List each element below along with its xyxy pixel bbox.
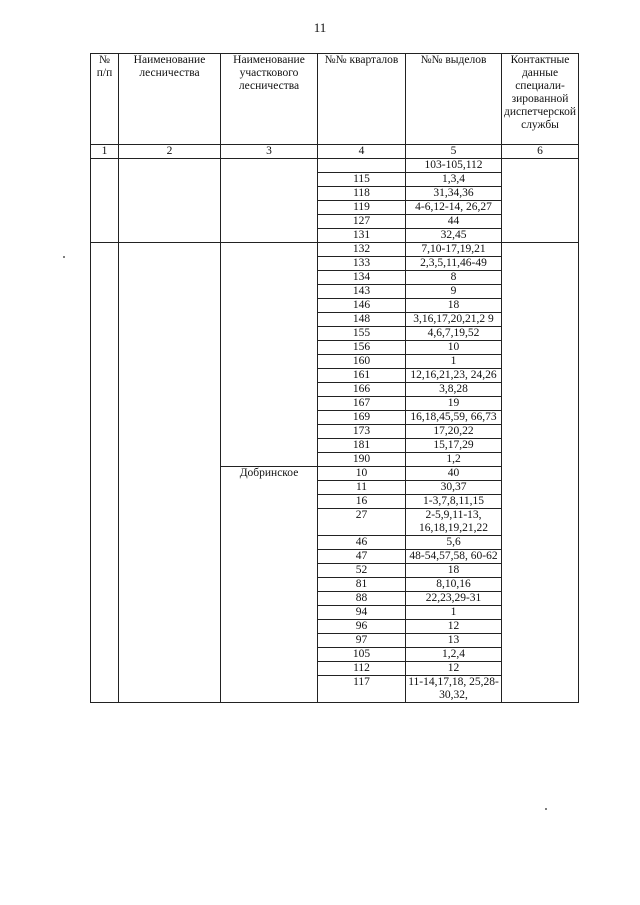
column-number: 5 [406, 145, 502, 159]
quarter-number: 148 [318, 313, 406, 327]
allotment-numbers: 4-6,12-14, 26,27 [406, 201, 502, 215]
allotment-numbers: 2,3,5,11,46-49 [406, 257, 502, 271]
serial-cell [91, 159, 119, 243]
allotment-numbers: 5,6 [406, 536, 502, 550]
header-row [91, 54, 579, 145]
table-body [91, 159, 579, 703]
contact-cell [502, 243, 579, 703]
allotment-numbers: 8,10,16 [406, 578, 502, 592]
quarter-number: 16 [318, 495, 406, 509]
header-cell: Наименование участкового лесничества [221, 54, 318, 145]
quarter-number: 97 [318, 634, 406, 648]
quarter-number: 173 [318, 425, 406, 439]
allotment-numbers: 1-3,7,8,11,15 [406, 495, 502, 509]
quarter-number: 112 [318, 662, 406, 676]
quarter-number: 132 [318, 243, 406, 257]
allotment-numbers: 31,34,36 [406, 187, 502, 201]
allotment-numbers: 1,2,4 [406, 648, 502, 662]
quarter-number: 10 [318, 467, 406, 481]
quarter-number: 27 [318, 509, 406, 536]
allotment-numbers: 1 [406, 355, 502, 369]
allotment-numbers: 8 [406, 271, 502, 285]
quarter-number: 156 [318, 341, 406, 355]
quarter-number: 146 [318, 299, 406, 313]
quarter-number: 134 [318, 271, 406, 285]
header-cell: № п/п [91, 54, 119, 145]
quarter-number: 160 [318, 355, 406, 369]
table-row [91, 243, 579, 257]
allotment-numbers: 40 [406, 467, 502, 481]
district-name-cell: Добринское [221, 467, 318, 703]
quarter-number: 88 [318, 592, 406, 606]
column-number: 4 [318, 145, 406, 159]
column-number: 1 [91, 145, 119, 159]
forestry-name-cell [119, 159, 221, 243]
allotment-numbers: 3,16,17,20,21,2 9 [406, 313, 502, 327]
quarter-number: 94 [318, 606, 406, 620]
quarter-number: 161 [318, 369, 406, 383]
quarter-number: 133 [318, 257, 406, 271]
quarter-number: 166 [318, 383, 406, 397]
quarter-number: 105 [318, 648, 406, 662]
quarter-number: 117 [318, 676, 406, 703]
table-row [91, 159, 579, 173]
allotment-numbers: 1,3,4 [406, 173, 502, 187]
allotment-numbers: 11-14,17,18, 25,28-30,32, [406, 676, 502, 703]
allotment-numbers: 30,37 [406, 481, 502, 495]
allotment-numbers: 1,2 [406, 453, 502, 467]
district-name-cell [221, 243, 318, 467]
allotment-numbers: 32,45 [406, 229, 502, 243]
header-cell: №№ кварталов [318, 54, 406, 145]
allotment-numbers: 22,23,29-31 [406, 592, 502, 606]
quarter-number: 115 [318, 173, 406, 187]
header-cell: Контактные данные специали-зированной диспетчерской службы [502, 54, 579, 145]
allotment-numbers: 2-5,9,11-13, 16,18,19,21,22 [406, 509, 502, 536]
quarter-number: 169 [318, 411, 406, 425]
contact-cell [502, 159, 579, 243]
allotment-numbers: 1 [406, 606, 502, 620]
serial-cell [91, 243, 119, 703]
allotment-numbers: 18 [406, 299, 502, 313]
quarter-number: 143 [318, 285, 406, 299]
quarter-number: 81 [318, 578, 406, 592]
allotment-numbers: 44 [406, 215, 502, 229]
quarter-number: 181 [318, 439, 406, 453]
allotment-numbers: 10 [406, 341, 502, 355]
allotment-numbers: 9 [406, 285, 502, 299]
header-cell: №№ выделов [406, 54, 502, 145]
allotment-numbers: 18 [406, 564, 502, 578]
quarter-number: 11 [318, 481, 406, 495]
header-cell: Наименование лесничества [119, 54, 221, 145]
allotment-numbers: 12 [406, 620, 502, 634]
district-name-cell [221, 159, 318, 243]
forest-districts-table [90, 53, 579, 703]
allotment-numbers: 17,20,22 [406, 425, 502, 439]
quarter-number: 155 [318, 327, 406, 341]
quarter-number: 119 [318, 201, 406, 215]
quarter-number: 96 [318, 620, 406, 634]
allotment-numbers: 15,17,29 [406, 439, 502, 453]
page-number: 11 [313, 20, 327, 35]
scan-speck [63, 256, 65, 258]
column-number-row [91, 145, 579, 159]
quarter-number: 127 [318, 215, 406, 229]
column-number: 6 [502, 145, 579, 159]
allotment-numbers: 13 [406, 634, 502, 648]
quarter-number: 167 [318, 397, 406, 411]
quarter-number: 47 [318, 550, 406, 564]
column-number: 2 [119, 145, 221, 159]
quarter-number: 46 [318, 536, 406, 550]
column-number: 3 [221, 145, 318, 159]
allotment-numbers: 19 [406, 397, 502, 411]
allotment-numbers: 12 [406, 662, 502, 676]
quarter-number: 190 [318, 453, 406, 467]
allotment-numbers: 103-105,112 [406, 159, 502, 173]
quarter-number [318, 159, 406, 173]
allotment-numbers: 3,8,28 [406, 383, 502, 397]
quarter-number: 131 [318, 229, 406, 243]
quarter-number: 52 [318, 564, 406, 578]
allotment-numbers: 4,6,7,19,52 [406, 327, 502, 341]
forestry-name-cell [119, 243, 221, 703]
scan-speck [545, 808, 547, 810]
allotment-numbers: 12,16,21,23, 24,26 [406, 369, 502, 383]
allotment-numbers: 16,18,45,59, 66,73 [406, 411, 502, 425]
allotment-numbers: 48-54,57,58, 60-62 [406, 550, 502, 564]
quarter-number: 118 [318, 187, 406, 201]
allotment-numbers: 7,10-17,19,21 [406, 243, 502, 257]
